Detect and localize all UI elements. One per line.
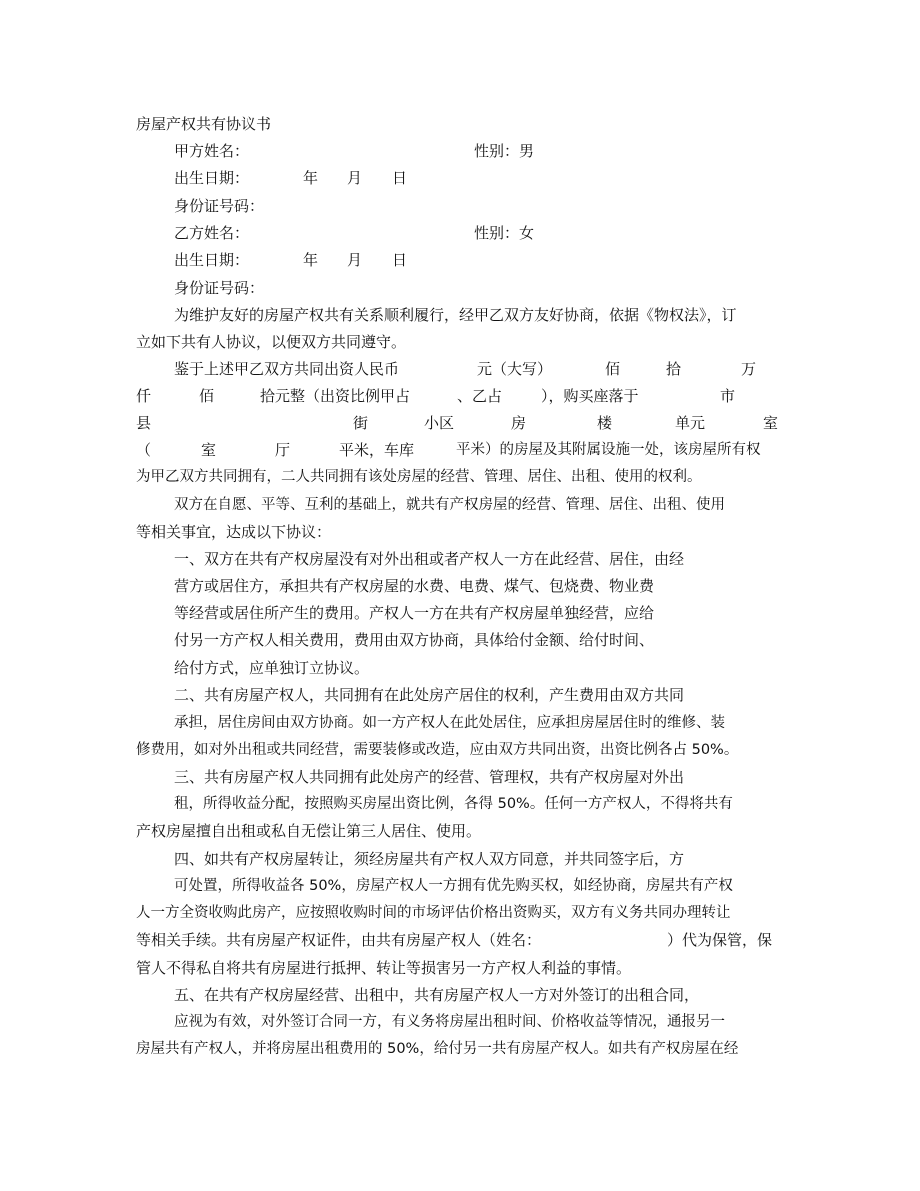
purchase-text: 楼	[597, 414, 613, 432]
clause-2-line: 修费用，如对外出租或共同经营，需要装修或改造，应由双方共同出资，出资比例各占 50%。	[136, 742, 739, 758]
clause-2-line: 二、共有房屋产权人，共同拥有在此处房产居住的权利，产生费用由双方共同	[174, 686, 685, 704]
purchase-text: 鉴于上述甲乙双方共同出资人民币	[174, 360, 400, 378]
purchase-text: 、乙占	[457, 387, 503, 405]
intro-line-1: 为维护友好的房屋产权共有关系顺利履行，经甲乙双方友好协商，依据《物权法》，订	[174, 306, 737, 324]
party-b-birth-label: 出生日期：	[174, 251, 250, 269]
party-a-name-label: 甲方姓名：	[174, 142, 250, 160]
purchase-text: 单元	[675, 414, 706, 432]
clause-1-line: 一、双方在共有产权房屋没有对外出租或者产权人一方在此经营、居住，由经	[174, 550, 685, 568]
clause-5-line: 五、在共有产权房屋经营、出租中，共有房屋产权人一方对外签订的出租合同，	[174, 986, 700, 1004]
purchase-text: 拾	[666, 360, 682, 378]
clause-4-line: ）代为保管，保	[667, 931, 773, 949]
clause-3-line: 三、共有房屋产权人共同拥有此处房产的经营、管理权，共有产权房屋对外出	[174, 768, 685, 786]
clause-4-line: 管人不得私自将共有房屋进行抵押、转让等损害另一方产权人利益的事情。	[136, 959, 632, 977]
purchase-text: 拾元整（出资比例甲占	[260, 387, 411, 405]
party-a-birth-month: 月	[347, 169, 363, 187]
purchase-text: 佰	[199, 387, 215, 405]
clause-2-line: 承担，居住房间由双方协商。如一方产权人在此处居住，应承担房屋居住时的维修、装	[174, 715, 725, 731]
clause-4-line: 等相关手续。共有房屋产权证件，由共有房屋产权人（姓名：	[136, 931, 542, 949]
party-a-gender: 性别：男	[474, 142, 535, 160]
clause-1-line: 给付方式，应单独订立协议。	[174, 659, 370, 677]
clause-4-line: 四、如共有产权房屋转让，须经房屋共有产权人双方同意，并共同签字后，方	[174, 850, 685, 868]
purchase-text: （	[136, 441, 152, 459]
purchase-text: 元（大写）	[477, 360, 553, 378]
purchase-text: 平米，车库	[339, 441, 415, 459]
purchase-text: 仟	[136, 387, 152, 405]
purchase-text: 室	[201, 441, 217, 459]
party-b-name-label: 乙方姓名：	[174, 224, 250, 242]
party-b-birth-day: 日	[392, 251, 408, 269]
clause-3-line: 产权房屋擅自出租或私自无偿让第三人居住、使用。	[136, 822, 482, 840]
party-a-birth-label: 出生日期：	[174, 169, 250, 187]
party-a-birth-day: 日	[392, 169, 408, 187]
clause-4-line: 可处置，所得收益各 50%，房屋产权人一方拥有优先购买权，如经协商，房屋共有产权	[174, 878, 733, 894]
basis-line: 等相关事宜，达成以下协议：	[136, 523, 332, 541]
party-a-id-label: 身份证号码：	[174, 197, 265, 215]
purchase-text: 小区	[424, 414, 455, 432]
purchase-text: ），购买座落于	[541, 387, 639, 405]
purchase-text: 为甲乙双方共同拥有，二人共同拥有该处房屋的经营、管理、居住、出租、使用的权利。	[136, 469, 702, 485]
clause-1-line: 等经营或居住所产生的费用。产权人一方在共有产权房屋单独经营，应给	[174, 604, 655, 622]
purchase-text: 街	[353, 414, 369, 432]
clause-5-line: 应视为有效，对外签订合同一方，有义务将房屋出租时间、价格收益等情况，通报另一	[174, 1014, 725, 1030]
purchase-text: 房	[511, 414, 527, 432]
clause-1-line: 付另一方产权人相关费用，费用由双方协商，具体给付金额、给付时间、	[174, 631, 655, 649]
party-a-birth-year: 年	[303, 169, 319, 187]
purchase-text: 佰	[605, 360, 621, 378]
purchase-text: 室	[763, 414, 779, 432]
document-title: 房屋产权共有协议书	[136, 115, 272, 133]
purchase-text: 市	[720, 387, 736, 405]
purchase-text: 万	[741, 360, 757, 378]
purchase-text: 县	[136, 414, 152, 432]
purchase-text: 平米）的房屋及其附属设施一处，该房屋所有权	[456, 442, 761, 458]
party-b-gender: 性别：女	[474, 224, 535, 242]
party-b-id-label: 身份证号码：	[174, 279, 265, 297]
clause-3-line: 租，所得收益分配，按照购买房屋出资比例，各得 50%。任何一方产权人，不得将共有	[174, 796, 733, 812]
party-b-birth-year: 年	[303, 251, 319, 269]
clause-5-line: 房屋共有产权人，并将房屋出租费用的 50%，给付另一共有房屋产权人。如共有产权房屋在经	[136, 1041, 739, 1057]
basis-line: 双方在自愿、平等、互利的基础上，就共有产权房屋的经营、管理、居住、出租、使用	[174, 497, 725, 513]
party-b-birth-month: 月	[347, 251, 363, 269]
clause-4-line: 人一方全资收购此房产，应按照收购时间的市场评估价格出资购买，双方有义务共同办理转让	[136, 905, 731, 921]
clause-1-line: 营方或居住方，承担共有产权房屋的水费、电费、煤气、包烧费、物业费	[174, 577, 655, 595]
purchase-text: 厅	[275, 441, 291, 459]
intro-line-2: 立如下共有人协议，以便双方共同遵守。	[136, 333, 407, 351]
